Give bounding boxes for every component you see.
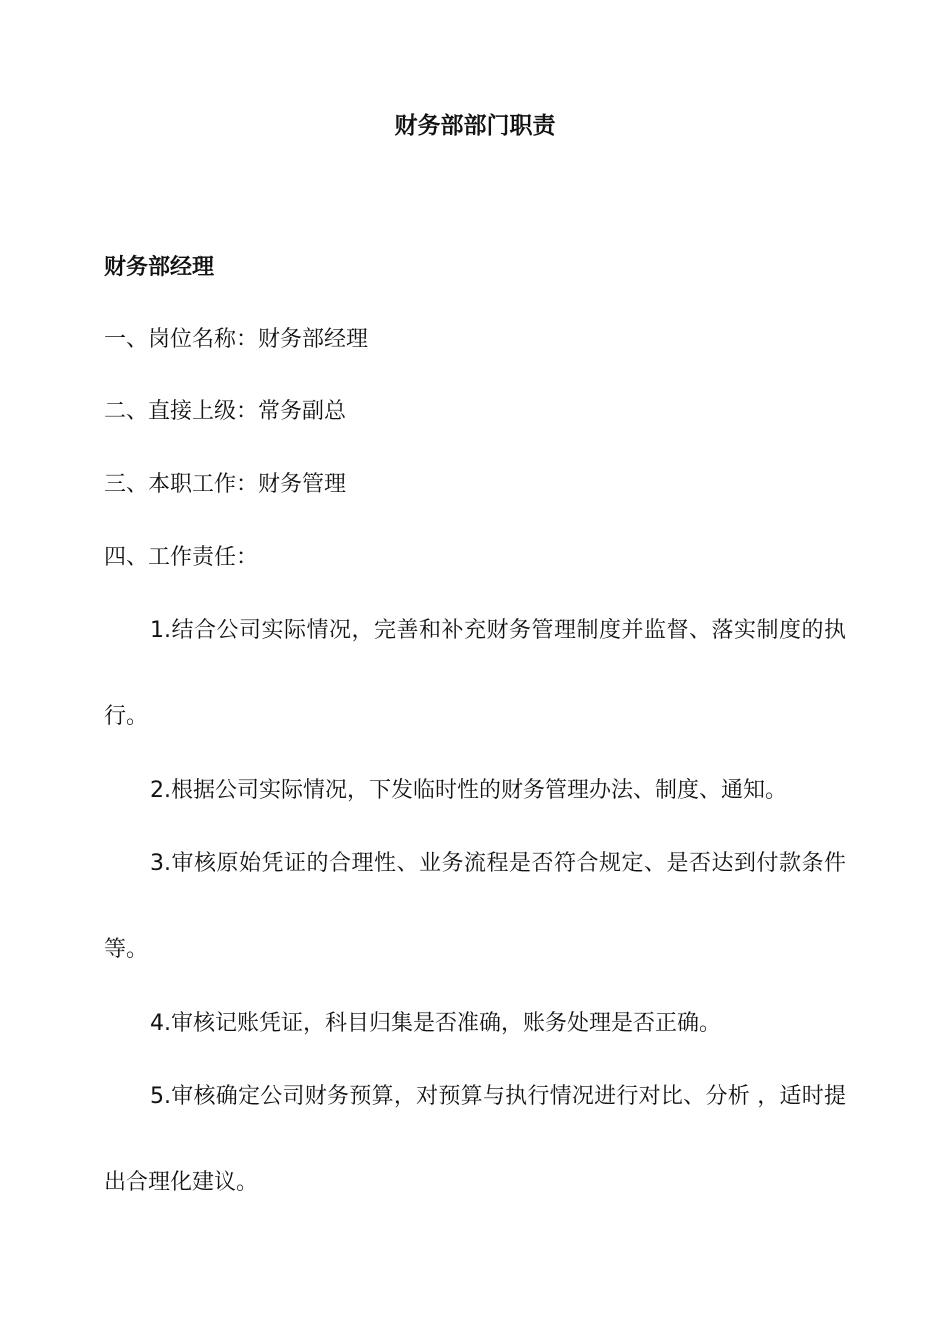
duty-item-3: 3.审核原始凭证的合理性、业务流程是否符合规定、是否达到付款条件等。 (104, 851, 846, 962)
duty-item-1: 1.结合公司实际情况，完善和补充财务管理制度并监督、落实制度的执行。 (104, 618, 846, 729)
document-title: 财务部部门职责 (394, 113, 556, 139)
duty-item-4: 4.审核记账凭证，科目归集是否准确，账务处理是否正确。 (150, 1011, 721, 1036)
field-main-work: 三、本职工作：财务管理 (104, 472, 347, 497)
duty-item-2: 2.根据公司实际情况，下发临时性的财务管理办法、制度、通知。 (150, 778, 787, 803)
duty-item-5: 5.审核确定公司财务预算，对预算与执行情况进行对比、分析 ，适时提出合理化建议。 (104, 1084, 846, 1195)
field-responsibilities: 四、工作责任： (104, 545, 259, 570)
field-direct-superior: 二、直接上级：常务副总 (104, 399, 347, 424)
field-position-name: 一、岗位名称：财务部经理 (104, 327, 369, 352)
section-heading: 财务部经理 (104, 255, 215, 280)
